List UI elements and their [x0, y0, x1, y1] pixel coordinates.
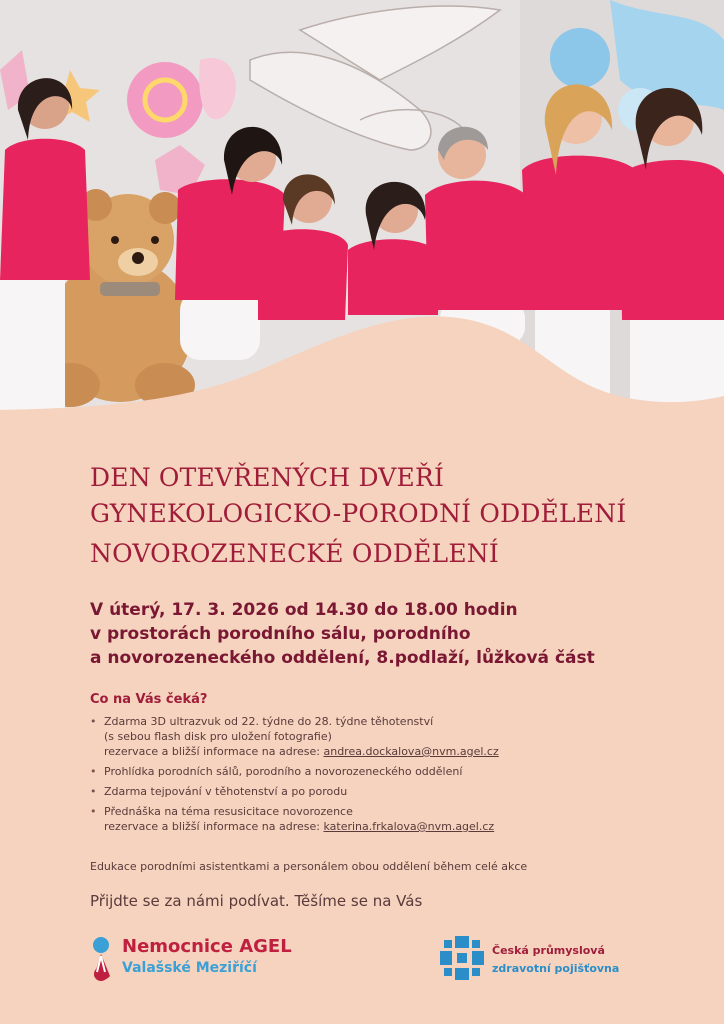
event-date-line: V úterý, 17. 3. 2026 od 14.30 do 18.00 hodin	[90, 600, 518, 620]
list-item-text: • Zdarma 3D ultrazvuk od 22. týdne do 28. týdne těhotenství	[104, 715, 434, 728]
education-note: Edukace porodními asistentkami a personálem obou oddělení během celé akce	[90, 860, 528, 873]
contact-prefix: rezervace a bližší informace na adrese:	[104, 820, 324, 833]
list-item-text: • Zdarma tejpování v těhotenství a po porodu	[104, 785, 348, 798]
insurer-name-line-2: zdravotní pojišťovna	[492, 962, 620, 975]
list-item	[90, 764, 650, 779]
list-item	[90, 714, 650, 759]
program-list	[90, 714, 650, 839]
list-item-contact	[104, 819, 650, 834]
event-details	[90, 598, 690, 670]
list-item-text: (s sebou flash disk pro uložení fotografie)	[104, 730, 332, 743]
hospital-name: Nemocnice AGEL	[122, 936, 292, 957]
headline-line-1: DEN OTEVŘENÝCH DVEŘÍ	[90, 463, 445, 492]
headline	[90, 460, 690, 572]
list-item	[90, 784, 650, 799]
event-place-line-2: a novorozeneckého oddělení, 8.podlaží, lůžková část	[90, 648, 595, 668]
headline-line-2: GYNEKOLOGICKO-PORODNÍ ODDĚLENÍ	[90, 499, 627, 528]
nemocnice-agel-logo	[88, 934, 348, 984]
agel-figure-icon	[88, 936, 118, 984]
event-place-line-1: v prostorách porodního sálu, porodního	[90, 624, 471, 644]
headline-line-3: NOVOROZENECKÉ ODDĚLENÍ	[90, 539, 499, 568]
email-link-katerina[interactable]: katerina.frkalova@nvm.agel.cz	[323, 820, 495, 833]
hospital-city: Valašské Meziříčí	[122, 960, 257, 976]
list-item-contact	[104, 744, 650, 759]
contact-prefix: rezervace a bližší informace na adrese:	[104, 745, 324, 758]
list-item	[90, 804, 650, 834]
cpzp-logo	[440, 936, 640, 982]
wave-divider	[0, 300, 724, 420]
program-heading: Co na Vás čeká?	[90, 692, 208, 707]
email-link-andrea[interactable]: andrea.dockalova@nvm.agel.cz	[323, 745, 499, 758]
list-item-text: • Přednáška na téma resusicitace novorozence	[104, 805, 353, 818]
list-item-text: • Prohlídka porodních sálů, porodního a novorozeneckého oddělení	[104, 765, 463, 778]
insurer-name-line-1: Česká průmyslová	[492, 944, 605, 957]
cpzp-cross-icon	[440, 936, 484, 980]
invitation-text: Přijdte se za námi podívat. Těšíme se na Vás	[90, 892, 423, 910]
